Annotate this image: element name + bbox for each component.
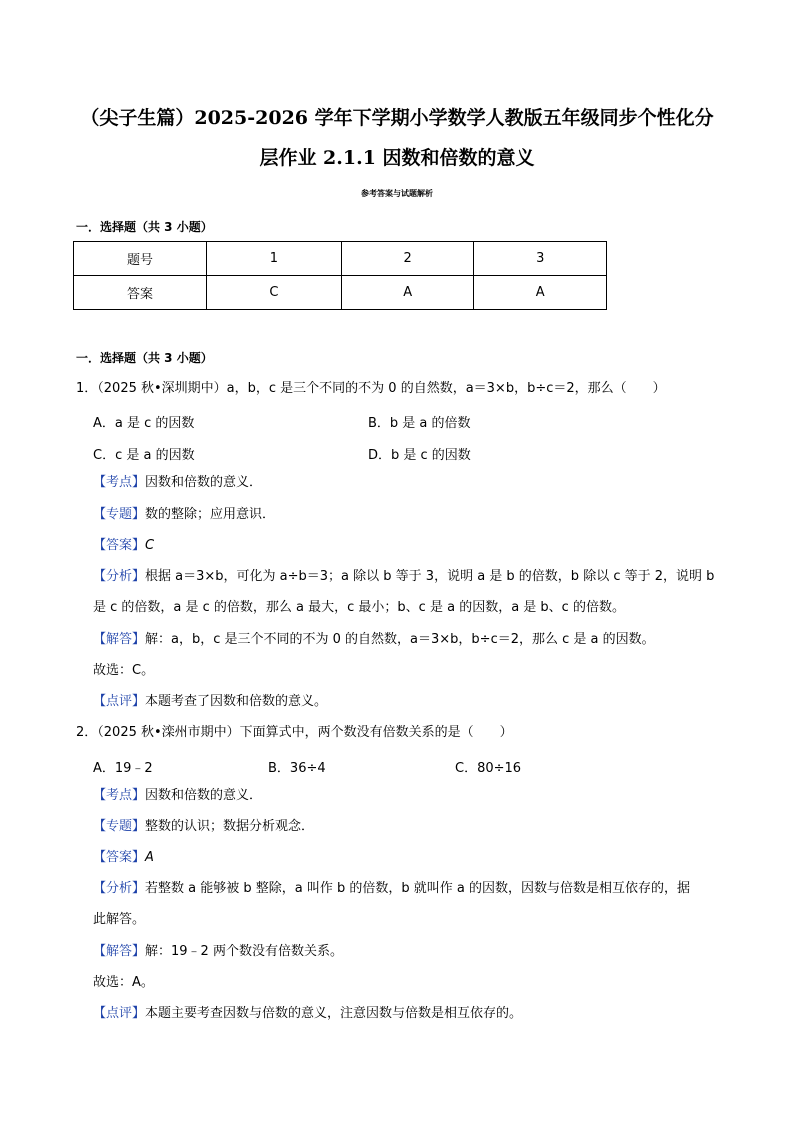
question-2-comment [93,1006,522,1022]
table-cell: A [474,276,607,310]
solution-tag: 【解答】 [93,944,146,959]
table-cell: 答案 [74,276,207,310]
question-1-stem: 1．（2025 秋•深圳期中）a，b，c 是三个不同的不为 0 的自然数，a＝3×b，b÷c＝2，那么（ ） [76,381,666,396]
analysis-text-1: 根据 a＝3×b，可化为 a÷b＝3；a 除以 b 等于 3，说明 a 是 b 的倍数，b 除以 c 等于 2，说明 b [145,569,715,584]
comment-tag: 【点评】 [93,1006,146,1021]
question-1-option-b: B．b 是 a 的倍数 [368,416,471,431]
table-header-cell: 题号 [74,242,207,276]
solution-text: 解：a，b，c 是三个不同的不为 0 的自然数，a＝3×b，b÷c＝2，那么 c 是 a 的因数。 [145,632,655,647]
analysis-tag: 【分析】 [93,569,146,584]
question-2-option-a: A．19﹣2 [93,761,153,776]
answer-tag: 【答案】 [93,850,146,865]
question-1-comment [93,694,327,710]
question-2-option-c: C．80÷16 [455,761,522,776]
question-1-analysis [93,569,714,585]
question-1-option-a: A．a 是 c 的因数 [93,416,195,431]
document-title-line-2: 层作业 2.1.1 因数和倍数的意义 [259,147,535,169]
kaodian-tag: 【考点】 [93,788,146,803]
solution-text: 解：19﹣2 两个数没有倍数关系。 [145,944,343,959]
question-1-zhuanti [93,507,275,523]
table-header-cell: 3 [474,242,607,276]
answer-table-header-row [74,242,607,276]
answer-tag: 【答案】 [93,538,146,553]
document-title-line-1: （尖子生篇）2025-2026 学年下学期小学数学人教版五年级同步个性化分 [80,107,714,129]
zhuanti-text: 数的整除；应用意识． [145,507,276,522]
question-2-option-b: B．36÷4 [268,761,326,776]
question-1-choice: 故选：C。 [93,663,155,678]
question-2-stem: 2．（2025 秋•滦州市期中）下面算式中，两个数没有倍数关系的是（ ） [76,725,513,740]
table-header-cell: 2 [341,242,474,276]
zhuanti-text: 整数的认识；数据分析观念． [145,819,315,834]
question-2-analysis [93,881,690,897]
question-2-zhuanti [93,819,314,835]
answer-text: A [145,850,154,865]
comment-tag: 【点评】 [93,694,146,709]
section-heading-answers: 一．选择题（共 3 小题） [76,220,213,234]
answer-text: C [145,538,155,553]
kaodian-text: 因数和倍数的意义． [145,788,263,803]
question-1-answer [93,538,154,554]
zhuanti-tag: 【专题】 [93,819,146,834]
question-1-option-c: C．c 是 a 的因数 [93,448,195,463]
question-1-analysis-cont: 是 c 的倍数，a 是 c 的倍数，那么 a 最大，c 最小；b、c 是 a 的因数，a 是 b、c 的倍数。 [93,600,625,615]
table-cell: A [341,276,474,310]
question-2-answer [93,850,154,866]
zhuanti-tag: 【专题】 [93,507,146,522]
question-2-analysis-cont: 此解答。 [93,912,146,927]
question-2-choice: 故选：A。 [93,975,154,990]
comment-text: 本题主要考查因数与倍数的意义，注意因数与倍数是相互依存的。 [145,1006,523,1021]
question-1-kaodian [93,475,262,491]
answer-table-row [74,276,607,310]
analysis-tag: 【分析】 [93,881,146,896]
question-2-solution [93,944,343,960]
answer-table [73,241,607,310]
document-subtitle: 参考答案与试题解析 [361,189,433,198]
comment-text: 本题考查了因数和倍数的意义。 [145,694,328,709]
table-cell: C [207,276,342,310]
solution-tag: 【解答】 [93,632,146,647]
question-1-option-d: D．b 是 c 的因数 [368,448,471,463]
table-header-cell: 1 [207,242,342,276]
kaodian-text: 因数和倍数的意义． [145,475,263,490]
kaodian-tag: 【考点】 [93,475,146,490]
question-1-solution [93,632,655,648]
question-2-kaodian [93,788,262,804]
analysis-text-1: 若整数 a 能够被 b 整除，a 叫作 b 的倍数，b 就叫作 a 的因数，因数与倍数是相互依存的，据 [145,881,690,896]
section-heading-questions: 一．选择题（共 3 小题） [76,351,213,365]
